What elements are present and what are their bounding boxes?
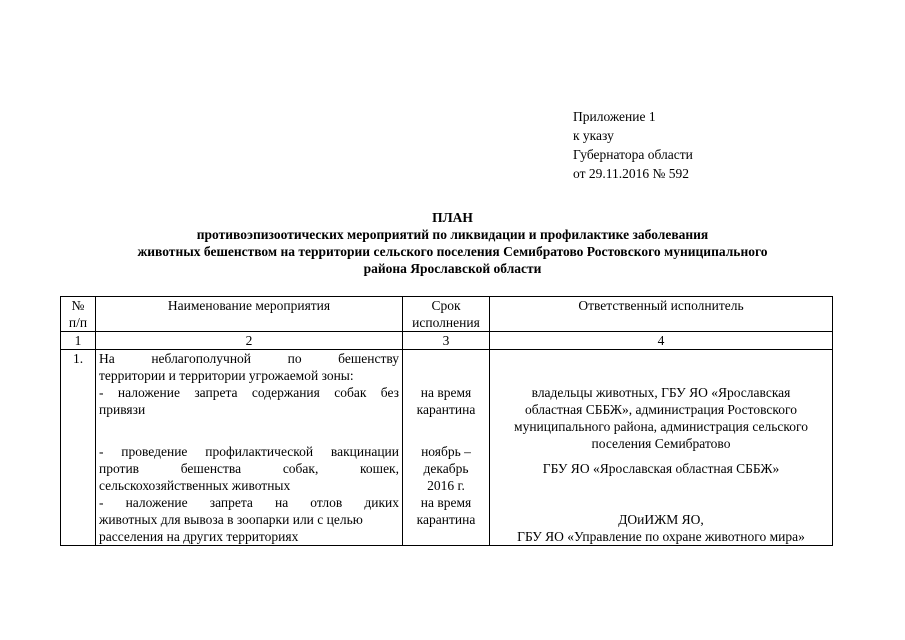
column-number: 2 bbox=[96, 332, 403, 350]
column-number: 4 bbox=[490, 332, 833, 350]
appendix-line: к указу bbox=[573, 128, 614, 143]
title-line: противоэпизоотических мероприятий по ликвидации и профилактике заболевания bbox=[196, 227, 709, 242]
executor-text: ГБУ ЯО «Ярославская областная СББЖ» bbox=[542, 461, 780, 476]
term-text: карантина bbox=[416, 402, 476, 417]
measure-cell bbox=[96, 350, 403, 546]
term-text: карантина bbox=[416, 512, 476, 527]
appendix-line: от 29.11.2016 № 592 bbox=[573, 166, 689, 181]
measure-text: На неблагополучной по бешенству bbox=[99, 351, 399, 366]
measure-text: территории и территории угрожаемой зоны: bbox=[99, 368, 354, 383]
document-title bbox=[60, 209, 845, 277]
term-text: на время bbox=[420, 385, 472, 400]
appendix-line: Губернатора области bbox=[573, 147, 693, 162]
measure-text: расселения на других территориях bbox=[99, 529, 299, 544]
header-text: п/п bbox=[68, 315, 88, 330]
appendix-block bbox=[573, 107, 693, 183]
executor-text: владельцы животных, ГБУ ЯО «Ярославская bbox=[531, 385, 791, 400]
executor-text: муниципального района, администрация сельского bbox=[514, 419, 808, 434]
measure-text: - наложение запрета на отлов диких bbox=[99, 495, 399, 510]
header-text: исполнения bbox=[412, 315, 480, 330]
appendix-line: Приложение 1 bbox=[573, 109, 656, 124]
term-cell bbox=[403, 350, 490, 546]
term-text: декабрь bbox=[423, 461, 469, 476]
header-name: Наименование мероприятия bbox=[96, 297, 403, 332]
column-number: 3 bbox=[403, 332, 490, 350]
executor-text: ГБУ ЯО «Управление по охране животного мира» bbox=[517, 529, 805, 544]
measure-text: - проведение профилактической вакцинации bbox=[99, 444, 399, 459]
title-line: животных бешенством на территории сельского поселения Семибратово Ростовского муниципального bbox=[137, 244, 768, 259]
term-text: 2016 г. bbox=[427, 478, 465, 493]
table-header-row bbox=[61, 297, 833, 332]
term-text: ноябрь – bbox=[421, 444, 471, 459]
row-number: 1. bbox=[61, 350, 96, 546]
column-number: 1 bbox=[61, 332, 96, 350]
measure-text: сельскохозяйственных животных bbox=[99, 478, 291, 493]
header-text: Срок bbox=[431, 298, 461, 313]
measure-text: - наложение запрета содержания собак без bbox=[99, 385, 399, 400]
term-text: на время bbox=[420, 495, 472, 510]
header-text: № bbox=[71, 298, 85, 313]
table-row bbox=[61, 350, 833, 546]
measure-text: привязи bbox=[99, 402, 146, 417]
title-line: района Ярославской области bbox=[363, 261, 542, 276]
title-line: ПЛАН bbox=[432, 210, 473, 225]
executor-text: областная СББЖ», администрация Ростовского bbox=[525, 402, 797, 417]
column-number-row bbox=[61, 332, 833, 350]
plan-table bbox=[60, 296, 833, 546]
executor-text: ДОиИЖМ ЯО, bbox=[618, 512, 704, 527]
measure-text: против бешенства собак, кошек, bbox=[99, 461, 399, 476]
header-executor: Ответственный исполнитель bbox=[490, 297, 833, 332]
executor-cell bbox=[490, 350, 833, 546]
measure-text: животных для вывоза в зоопарки или с целью bbox=[99, 512, 363, 527]
executor-text: поселения Семибратово bbox=[591, 436, 731, 451]
header-term bbox=[403, 297, 490, 332]
header-num bbox=[61, 297, 96, 332]
